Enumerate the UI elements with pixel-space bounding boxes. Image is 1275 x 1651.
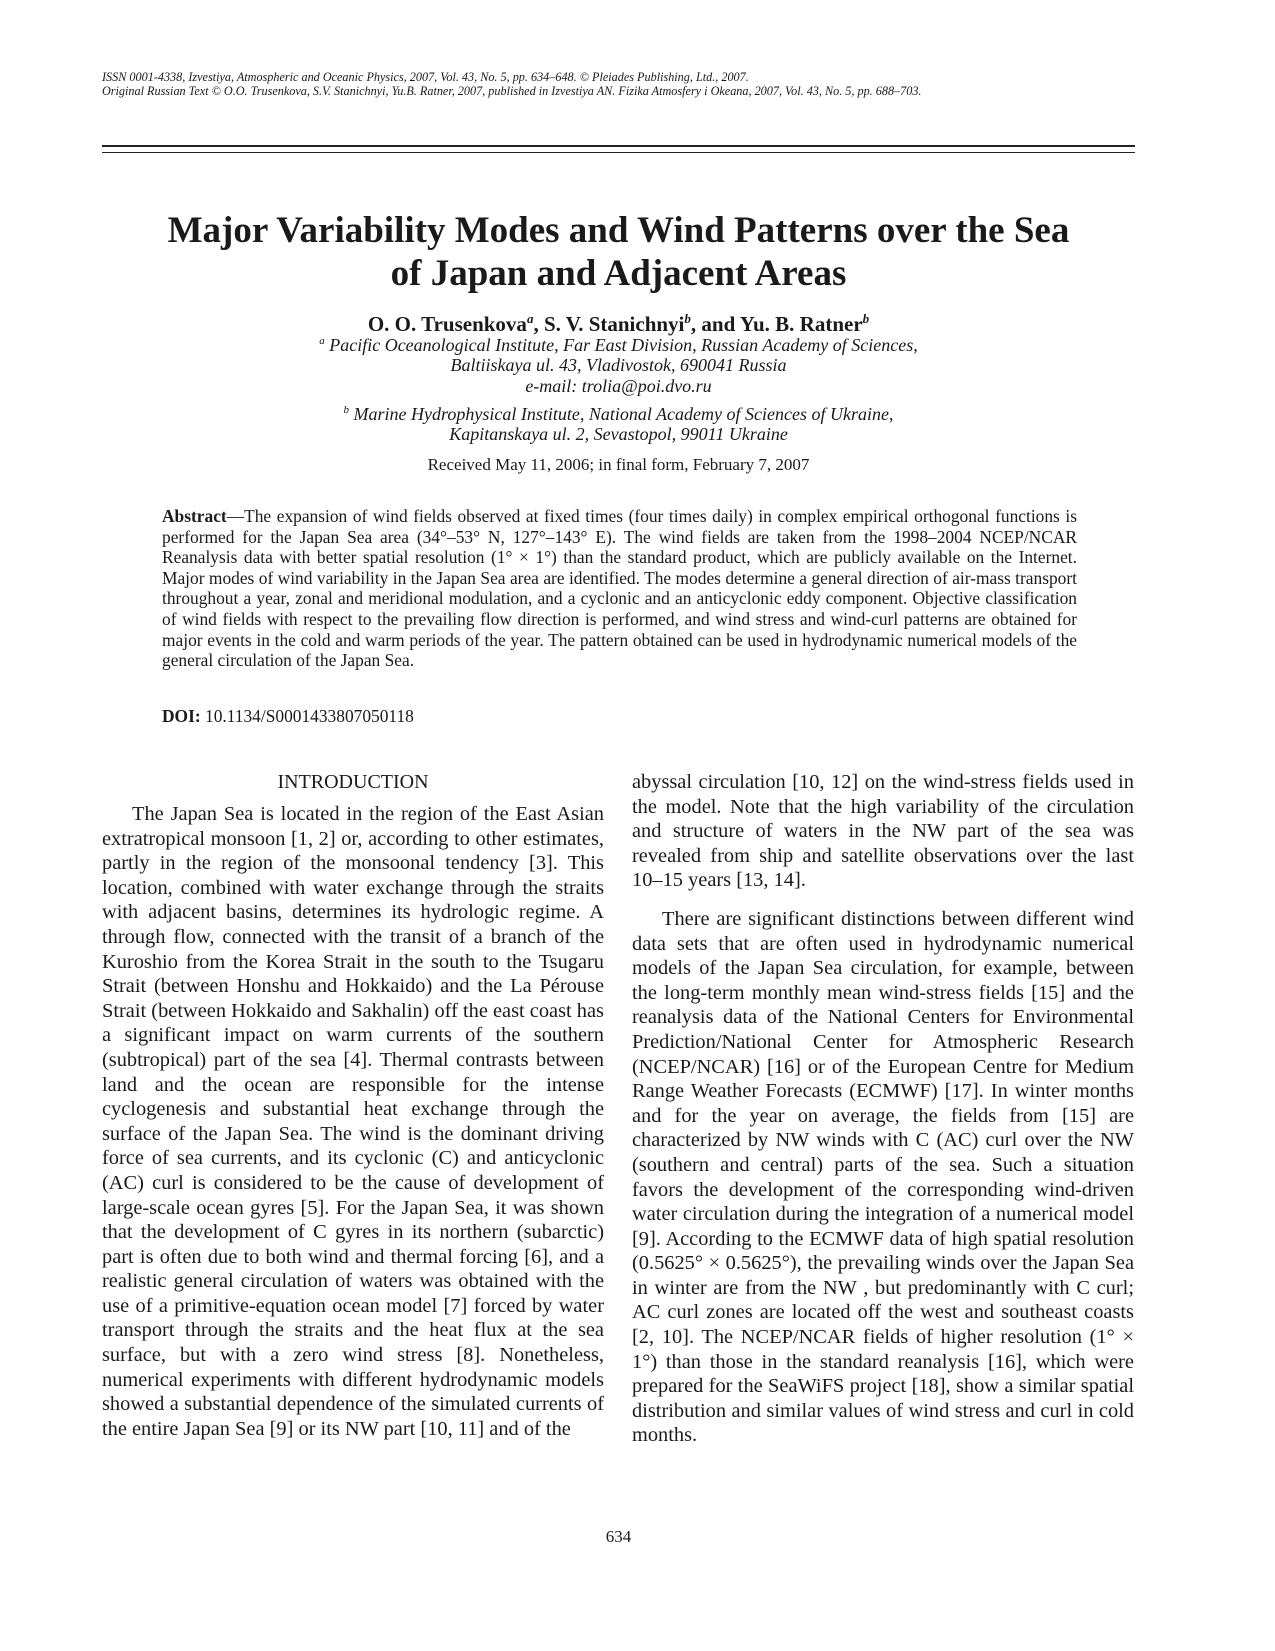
intro-paragraph-1: The Japan Sea is located in the region of the East Asian extratropical monsoon [1, 2] or, according to other estimates, partly in the region of the monsoonal tendency [3]. This location, combined with water exchange through the straits with adjacent basins, determines its hydrologic regime. A through flow, connected with the transit of a branch of the Kuroshio from the Korea Strait in the south to the Tsugaru Strait (between Honshu and Hokkaido) and the La Pérouse Strait (between Hokkaido and Sakhalin) off the east coast has a significant impact on warm currents of the southern (subtropical) part of the sea [4]. Thermal contrasts between land and the ocean are responsible for the intense cyclogenesis and substantial heat exchange through the surface of the Japan Sea. The wind is the dominant driving force of sea currents, and its cyclonic (C) and anticyclonic (AC) curl is considered to be the cause of development of large-scale ocean gyres [5]. For the Japan Sea, it was shown that the development of C gyres in its northern (subarctic) part is often due to both wind and thermal forcing [6], and a realistic general circulation of waters was obtained with the use of a primitive-equation ocean model [7] forced by water transport through the straits and the heat flux at the sea surface, but with a zero wind stress [8]. Nonetheless, numerical experiments with different hydrodynamic models showed a substantial dependence of the simulated currents of the entire Japan Sea [9] or its NW part [10, 11] and of the [102,803,604,1440]
section-heading-introduction: INTRODUCTION [277,771,429,793]
intro-paragraph-2: There are significant distinctions between different wind data sets that are often used in hydrodynamic numerical models of the Japan Sea circulation, for example, between the long-term monthly mean wind-stress fields [15] and the reanalysis data of the National Centers for Environmental Prediction/National Center for Atmospheric Research (NCEP/NCAR) [16] or of the European Centre for Medium Range Weather Forecasts (ECMWF) [17]. In winter months and for the year on average, the fields from [15] are characterized by NW winds with C (AC) curl over the NW (southern and central) parts of the sea. Such a situation favors the development of the corresponding wind-driven water circulation during the integration of a numerical model [9]. According to the ECMWF data of high spatial resolution (0.5625° × 0.5625°), the prevailing winds over the Japan Sea in winter are from the NW , but predominantly with C curl; AC curl zones are located off the west and southeast coasts [2, 10]. The NCEP/NCAR fields of higher resolution (1° × 1°) than those in the standard reanalysis [16], which were prepared for the SeaWiFS project [18], show a similar spatial distribution and similar values of wind stress and curl in cold months. [632,907,1134,1447]
affiliation-a-line-2: Baltiiskaya ul. 43, Vladivostok, 690041 Russia [450,355,787,375]
affiliation-a-line-1: Pacific Oceanological Institute, Far East Division, Russian Academy of Sciences, [324,335,918,355]
doi [162,705,1077,727]
author-2-name: , S. V. Stanichnyi [533,312,685,336]
original-text-line: Original Russian Text © O.O. Trusenkova, S.V. Stanichnyi, Yu.B. Ratner, 2007, published in Izvestiya AN. Fizika Atmosfery i Okeana, 2007, Vol. 43, No. 5, pp. 688–703. [102,84,922,98]
title-line-1: Major Variability Modes and Wind Patterns over the Sea [167,210,1070,251]
author-3-affil: b [862,311,870,326]
header-rule-thick [102,145,1135,147]
title-line-2: of Japan and Adjacent Areas [390,253,847,294]
abstract [162,506,1077,671]
journal-header [102,70,1182,98]
author-3-name: , and Yu. B. Ratner [690,312,863,336]
affiliation-a-marker: a [319,335,325,347]
doi-label: DOI: [162,706,201,726]
affiliation-b-line-2: Kapitanskaya ul. 2, Sevastopol, 99011 Ukraine [449,424,788,444]
header-rule-thin [102,152,1135,153]
author-2-affil: b [684,311,691,326]
author-1-affil: a [526,311,534,326]
journal-citation-line: ISSN 0001-4338, Izvestiya, Atmospheric and Oceanic Physics, 2007, Vol. 43, No. 5, pp. 634–648. © Pleiades Publishing, Ltd., 2007. [102,70,749,84]
affiliation-b-line-1: Marine Hydrophysical Institute, National Academy of Sciences of Ukraine, [349,404,894,424]
body-column-left [102,770,604,1441]
body-column-right [632,770,1134,1448]
received-dates: Received May 11, 2006; in final form, February 7, 2007 [427,455,810,474]
affiliation-a [102,331,1135,375]
affiliation-b-marker: b [343,404,350,416]
doi-link[interactable]: 10.1134/S0001433807050118 [200,706,414,726]
intro-paragraph-1-continued: abyssal circulation [10, 12] on the wind-stress fields used in the model. Note that the high variability of the circulation and structure of waters in the NW part of the sea was revealed from ship and satellite observations over the last 10–15 years [13, 14]. [632,771,1134,892]
paper-title [102,209,1135,295]
author-email: e-mail: trolia@poi.dvo.ru [525,376,712,396]
abstract-text: —The expansion of wind fields observed at fixed times (four times daily) in complex empirical orthogonal functions is performed for the Japan Sea area (34°–53° N, 127°–143° E). The wind fields are taken from the 1998–2004 NCEP/NCAR Reanalysis data with better spatial resolution (1° × 1°) than the standard product, which are publicly available on the Internet. Major modes of wind variability in the Japan Sea area are identified. The modes determine a general direction of air-mass transport throughout a year, zonal and meridional modulation, and a cyclonic and an anticyclonic eddy component. Objective classification of wind fields with respect to the prevailing flow direction is performed, and wind stress and wind-curl patterns are obtained for major events in the cold and warm periods of the year. The pattern obtained can be used in hydrodynamic numerical models of the general circulation of the Japan Sea. [162,506,1077,671]
affiliation-b [102,400,1135,444]
author-1-name: O. O. Trusenkova [367,312,527,336]
page-number: 634 [605,1527,632,1546]
abstract-label: Abstract [162,506,227,526]
